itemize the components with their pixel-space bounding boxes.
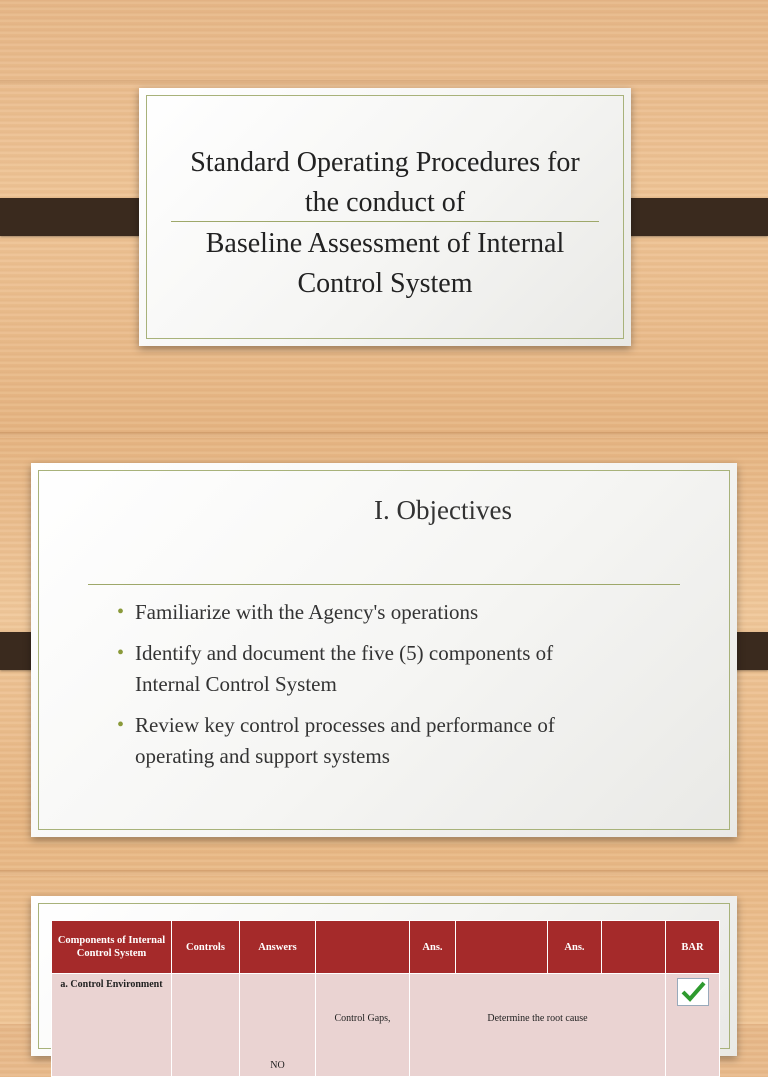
list-item bbox=[113, 638, 703, 700]
table-cell-root-cause: Determine the root cause bbox=[410, 974, 666, 1077]
column-header bbox=[602, 921, 666, 974]
column-header: Ans. bbox=[410, 921, 456, 974]
table-header-row bbox=[52, 921, 720, 974]
ics-table bbox=[51, 920, 720, 1077]
bullet-icon: • bbox=[117, 601, 125, 623]
column-header bbox=[316, 921, 410, 974]
objectives-heading: I. Objectives bbox=[374, 495, 512, 525]
table-cell bbox=[172, 974, 240, 1077]
wood-seam bbox=[0, 432, 768, 438]
table-cell-bar bbox=[666, 974, 720, 1077]
bullet-icon: • bbox=[117, 642, 125, 664]
table-cell-answers: NO bbox=[240, 974, 316, 1077]
objectives-divider bbox=[88, 584, 680, 585]
slide-title bbox=[139, 143, 631, 223]
column-header: Controls bbox=[172, 921, 240, 974]
column-header: Answers bbox=[240, 921, 316, 974]
bullet-icon: • bbox=[117, 714, 125, 736]
list-item bbox=[113, 597, 703, 628]
title-divider bbox=[171, 221, 599, 222]
table-cell-component: a. Control Environment bbox=[52, 974, 172, 1077]
bullet-text: operating and support systems bbox=[135, 744, 390, 768]
right-strap bbox=[612, 198, 768, 236]
objectives-slide-card bbox=[31, 463, 737, 837]
title-slide-card bbox=[139, 88, 631, 346]
slide-title-line: Standard Operating Procedures for bbox=[190, 147, 580, 178]
column-header: BAR bbox=[666, 921, 720, 974]
table-row bbox=[52, 974, 720, 1077]
slide-subtitle bbox=[139, 224, 631, 304]
slide-subtitle-line: Control System bbox=[297, 268, 473, 299]
slide-subtitle-line: Baseline Assessment of Internal bbox=[205, 228, 565, 259]
checkmark-icon bbox=[677, 978, 709, 1006]
bullet-text: Review key control processes and performance of bbox=[135, 713, 555, 737]
wood-seam bbox=[0, 80, 768, 86]
table-slide-card bbox=[31, 896, 737, 1071]
bullet-text: Familiarize with the Agency's operations bbox=[135, 600, 479, 624]
wood-seam bbox=[0, 870, 768, 876]
left-strap bbox=[0, 198, 158, 236]
slide-title-line: the conduct of bbox=[304, 187, 466, 218]
column-header: Ans. bbox=[548, 921, 602, 974]
list-item bbox=[113, 710, 703, 772]
column-header: Components of Internal Control System bbox=[52, 921, 172, 974]
bullet-text: Internal Control System bbox=[135, 672, 337, 696]
column-header bbox=[456, 921, 548, 974]
bullet-text: Identify and document the five (5) components of bbox=[135, 641, 554, 665]
table-cell-gaps: Control Gaps, bbox=[316, 974, 410, 1077]
objectives-list bbox=[113, 597, 703, 782]
